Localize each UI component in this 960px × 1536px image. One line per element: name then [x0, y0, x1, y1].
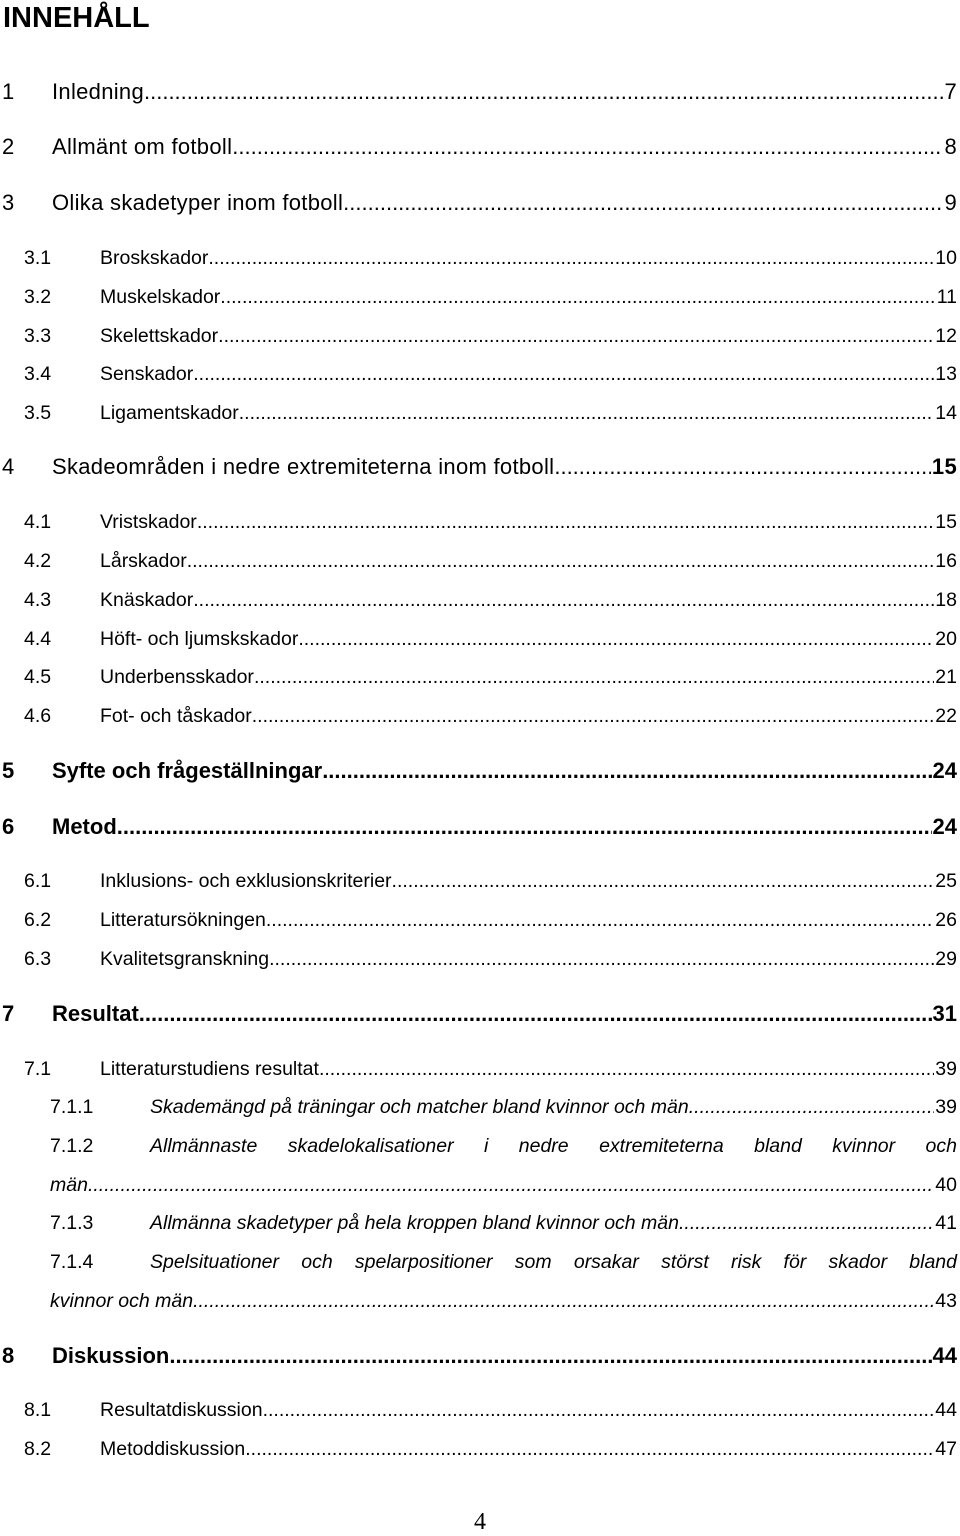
- toc-page: 25: [935, 870, 957, 892]
- toc-page: 43: [935, 1290, 957, 1312]
- toc-label: Metod: [52, 814, 117, 839]
- toc-entry-7-1-3[interactable]: [0, 1210, 960, 1236]
- toc-number: 7.1.2: [50, 1135, 94, 1157]
- toc-page: 31: [932, 1001, 957, 1026]
- toc-page: 18: [935, 589, 957, 611]
- toc-leader: [392, 868, 935, 894]
- toc-number: 3.2: [24, 286, 52, 308]
- toc-label: Spelsituationer och spelarpositioner som orsakar störst risk för skador bland: [150, 1251, 957, 1273]
- toc-entry-4-1[interactable]: [0, 509, 960, 535]
- toc-leader: [679, 1210, 934, 1236]
- toc-number: 4.4: [24, 628, 52, 650]
- toc-page: 15: [935, 511, 957, 533]
- toc-page: 13: [935, 363, 957, 385]
- toc-entry-3-2[interactable]: [0, 284, 960, 310]
- toc-entry-6-3[interactable]: [0, 946, 960, 972]
- toc-leader: [319, 1056, 934, 1082]
- toc-leader: [197, 509, 934, 535]
- toc-label-continued: män: [50, 1174, 88, 1196]
- toc-leader: [298, 626, 934, 652]
- toc-entry-7-1-2-continued[interactable]: [0, 1172, 960, 1198]
- toc-entry-3-5[interactable]: [0, 400, 960, 426]
- toc-label: Vristskador: [100, 511, 197, 533]
- toc-number: 4.6: [24, 705, 52, 727]
- toc-entry-3[interactable]: [0, 188, 960, 218]
- toc-leader: [343, 188, 943, 218]
- toc-page: 15: [931, 454, 957, 479]
- toc-page: 7: [944, 79, 957, 104]
- toc-label: Muskelskador: [100, 286, 221, 308]
- toc-page: 44: [932, 1343, 957, 1368]
- toc-number: 3.3: [24, 325, 52, 347]
- toc-page: 9: [944, 190, 957, 215]
- toc-number: 4.5: [24, 666, 52, 688]
- toc-leader: [139, 999, 932, 1029]
- toc-number: 6.2: [24, 909, 52, 931]
- toc-page: 16: [935, 550, 957, 572]
- toc-page: 40: [935, 1174, 957, 1196]
- toc-entry-6-1[interactable]: [0, 868, 960, 894]
- toc-label: Litteratursökningen: [100, 909, 266, 931]
- toc-leader: [220, 284, 935, 310]
- toc-number: 4.3: [24, 589, 52, 611]
- toc-page: 14: [935, 402, 957, 424]
- toc-label: Syfte och frågeställningar: [52, 758, 323, 783]
- toc-page: 8: [944, 134, 957, 159]
- toc-leader: [218, 323, 934, 349]
- toc-label: Allmänt om fotboll: [52, 134, 233, 159]
- toc-number: 7: [2, 1001, 15, 1026]
- toc-entry-8[interactable]: [0, 1341, 960, 1371]
- toc-label: Skadeområden i nedre extremiteterna inom fotboll: [52, 454, 555, 479]
- toc-leader: [144, 77, 943, 107]
- page-number: 4: [474, 1509, 486, 1535]
- toc-leader: [245, 1436, 934, 1462]
- toc-number: 8.1: [24, 1399, 52, 1421]
- toc-label: Broskskador: [100, 247, 209, 269]
- toc-number: 3: [2, 190, 15, 215]
- toc-page: 44: [935, 1399, 957, 1421]
- toc-number: 3.4: [24, 363, 52, 385]
- toc-entry-3-4[interactable]: [0, 361, 960, 387]
- toc-entry-3-1[interactable]: [0, 245, 960, 271]
- toc-page: 24: [932, 758, 957, 783]
- toc-number: 6.1: [24, 870, 52, 892]
- toc-entry-5[interactable]: [0, 756, 960, 786]
- toc-entry-8-1[interactable]: [0, 1397, 960, 1423]
- toc-number: 4.2: [24, 550, 52, 572]
- toc-entry-8-2[interactable]: [0, 1436, 960, 1462]
- toc-page: 11: [936, 286, 957, 308]
- toc-number: 1: [2, 79, 15, 104]
- toc-entry-4-4[interactable]: [0, 626, 960, 652]
- toc-label: Skelettskador: [100, 325, 219, 347]
- toc-entry-1[interactable]: [0, 77, 960, 107]
- toc-number: 7.1: [24, 1058, 52, 1080]
- toc-number: 5: [2, 758, 15, 783]
- toc-leader: [88, 1172, 934, 1198]
- toc-number: 7.1.1: [50, 1096, 94, 1118]
- toc-number: 3.5: [24, 402, 52, 424]
- toc-label: Metoddiskussion: [100, 1438, 246, 1460]
- toc-entry-7-1[interactable]: [0, 1056, 960, 1082]
- toc-number: 6: [2, 814, 15, 839]
- toc-label: Litteraturstudiens resultat: [100, 1058, 319, 1080]
- toc-entry-4-6[interactable]: [0, 703, 960, 729]
- toc-page: 24: [932, 814, 957, 839]
- toc-entry-7[interactable]: [0, 999, 960, 1029]
- toc-number: 8.2: [24, 1438, 52, 1460]
- toc-page: 20: [935, 628, 957, 650]
- toc-page: 26: [935, 909, 957, 931]
- page-title: INNEHÅLL: [3, 2, 150, 34]
- toc-leader: [232, 132, 943, 162]
- toc-label: Inklusions- och exklusionskriterier: [100, 870, 392, 892]
- toc-number: 2: [2, 134, 15, 159]
- toc-entry-7-1-4-continued[interactable]: [0, 1288, 960, 1314]
- toc-leader: [193, 587, 934, 613]
- toc-label: Fot- och tåskador: [100, 705, 252, 727]
- toc-page: 12: [935, 325, 957, 347]
- toc-leader: [117, 812, 932, 842]
- toc-label: Allmänna skadetyper på hela kroppen bland kvinnor och män: [150, 1212, 679, 1234]
- toc-page: 41: [935, 1212, 957, 1234]
- toc-leader: [169, 1341, 931, 1371]
- toc-number: 7.1.3: [50, 1212, 94, 1234]
- toc-leader: [689, 1094, 935, 1120]
- toc-page: 22: [935, 705, 957, 727]
- toc-entry-7-1-2[interactable]: [0, 1133, 960, 1159]
- toc-page: 21: [935, 666, 957, 688]
- toc-leader: [187, 548, 935, 574]
- toc-entry-2[interactable]: [0, 132, 960, 162]
- toc-number: 8: [2, 1343, 15, 1368]
- toc-label: Kvalitetsgranskning: [100, 948, 270, 970]
- toc-leader: [269, 946, 934, 972]
- toc-leader: [254, 664, 934, 690]
- toc-entry-3-3[interactable]: [0, 323, 960, 349]
- toc-leader: [266, 907, 934, 933]
- toc-entry-4-5[interactable]: [0, 664, 960, 690]
- toc-number: 6.3: [24, 948, 52, 970]
- toc-leader: [322, 756, 931, 786]
- toc-leader: [252, 703, 935, 729]
- toc-label-continued: kvinnor och män: [50, 1290, 194, 1312]
- toc-label: Resultat: [52, 1001, 139, 1026]
- toc-entry-4-3[interactable]: [0, 587, 960, 613]
- toc-page: 29: [935, 948, 957, 970]
- toc-entry-6-2[interactable]: [0, 907, 960, 933]
- toc-number: 4: [2, 454, 15, 479]
- toc-leader: [554, 452, 931, 482]
- toc-page: 39: [935, 1096, 957, 1118]
- toc-label: Allmännaste skadelokalisationer i nedre extremiteterna bland kvinnor och: [150, 1135, 957, 1157]
- toc-label: Ligamentskador: [100, 402, 239, 424]
- toc-number: 7.1.4: [50, 1251, 94, 1273]
- toc-page: 10: [935, 247, 957, 269]
- toc-page: 47: [935, 1438, 957, 1460]
- toc-number: 3.1: [24, 247, 52, 269]
- toc-label: Resultatdiskussion: [100, 1399, 263, 1421]
- toc-entry-6[interactable]: [0, 812, 960, 842]
- toc-leader: [193, 1288, 934, 1314]
- toc-entry-4[interactable]: [0, 452, 960, 482]
- toc-page: 39: [935, 1058, 957, 1080]
- toc-label: Diskussion: [52, 1343, 170, 1368]
- toc-entry-7-1-4[interactable]: [0, 1249, 960, 1275]
- toc-label: Skademängd på träningar och matcher bland kvinnor och män: [150, 1096, 689, 1118]
- toc-leader: [208, 245, 934, 271]
- toc-entry-4-2[interactable]: [0, 548, 960, 574]
- toc-label: Inledning: [52, 79, 144, 104]
- toc-number: 4.1: [24, 511, 52, 533]
- toc-label: Senskador: [100, 363, 194, 385]
- toc-leader: [239, 400, 935, 426]
- toc-leader: [263, 1397, 935, 1423]
- toc-label: Underbensskador: [100, 666, 254, 688]
- toc-entry-7-1-1[interactable]: [0, 1094, 960, 1120]
- toc-leader: [193, 361, 934, 387]
- toc-label: Olika skadetyper inom fotboll: [52, 190, 344, 215]
- toc-label: Lårskador: [100, 550, 187, 572]
- toc-label: Höft- och ljumskskador: [100, 628, 299, 650]
- toc-label: Knäskador: [100, 589, 194, 611]
